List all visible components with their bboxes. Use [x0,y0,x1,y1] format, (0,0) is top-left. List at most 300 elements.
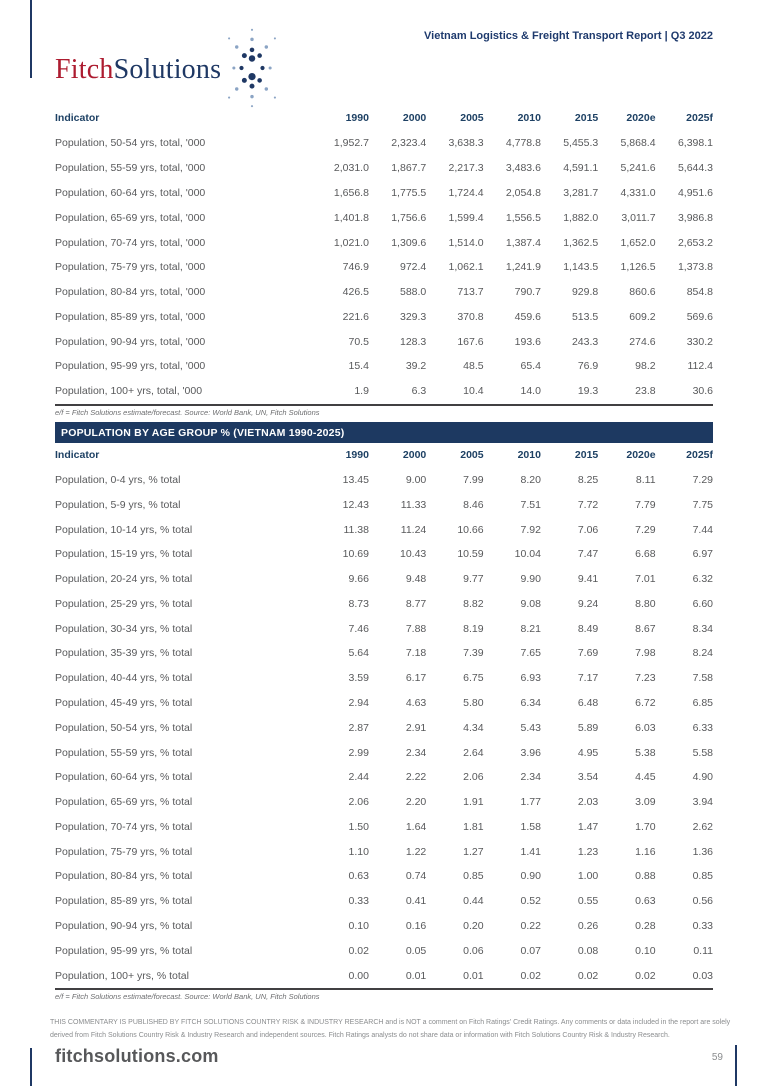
column-header: 1990 [345,448,369,461]
column-header: 2025f [686,448,713,461]
value-cell: 0.74 [405,870,427,883]
value-cell: 1.50 [348,820,369,833]
value-cell: 65.4 [520,360,541,373]
value-cell: 370.8 [457,310,484,323]
column-header: 2005 [460,112,484,124]
value-cell: 6.60 [692,597,713,610]
value-cell: 1,882.0 [563,211,599,224]
value-cell: 8.82 [463,597,484,610]
value-cell: 9.41 [577,573,599,586]
value-cell: 713.7 [457,286,484,299]
value-cell: 5,644.3 [677,162,713,175]
indicator-label: Population, 65-69 yrs, total, '000 [55,211,206,224]
value-cell: 6.68 [635,548,656,561]
value-cell: 70.5 [348,335,369,348]
indicator-label: Population, 70-74 yrs, total, '000 [55,236,206,249]
section-title-bar: POPULATION BY AGE GROUP % (VIETNAM 1990-2025) [55,422,713,443]
logo-wordmark [55,54,221,86]
value-cell: 3,483.6 [505,162,541,175]
value-cell: 1,021.0 [333,236,369,249]
value-cell: 4,591.1 [563,162,599,175]
logo-fitch-text: Fitch [55,53,114,85]
value-cell: 0.02 [520,969,541,982]
value-cell: 2.06 [463,771,484,784]
value-cell: 9.00 [405,473,427,486]
value-cell: 8.19 [463,622,484,635]
value-cell: 2.87 [348,721,369,734]
table-row [55,914,713,939]
value-cell: 4,331.0 [620,186,656,199]
table-row [55,790,713,815]
column-header: 2015 [574,448,599,461]
table-row [55,255,713,280]
value-cell: 9.08 [520,597,541,610]
value-cell: 2.34 [520,771,541,784]
table-row [55,542,713,567]
value-cell: 2,653.2 [677,236,713,249]
value-cell: 0.41 [405,895,427,908]
value-cell: 0.88 [635,870,656,883]
value-cell: 9.77 [463,573,484,586]
value-cell: 7.29 [692,473,713,486]
value-cell: 5,455.3 [563,137,599,150]
table-footnote: e/f = Fitch Solutions estimate/forecast. Source: World Bank, UN, Fitch Solutions [55,992,320,1001]
indicator-label: Population, 75-79 yrs, total, '000 [55,261,206,274]
value-cell: 2.44 [348,771,369,784]
indicator-label: Population, 50-54 yrs, total, '000 [55,137,206,150]
value-cell: 7.39 [463,647,484,660]
column-header: 2020e [626,112,656,124]
value-cell: 7.79 [635,498,656,511]
value-cell: 3,638.3 [448,137,484,150]
value-cell: 0.63 [348,870,369,883]
value-cell: 0.11 [693,944,713,957]
value-cell: 1,126.5 [620,261,656,274]
value-cell: 0.44 [463,895,484,908]
value-cell: 3.54 [577,771,599,784]
table-row [55,592,713,617]
value-cell: 112.4 [687,360,713,373]
value-cell: 7.17 [577,672,599,685]
indicator-label: Population, 5-9 yrs, % total [55,498,181,511]
value-cell: 167.6 [457,335,484,348]
table-row [55,230,713,255]
column-header: Indicator [55,112,100,124]
value-cell: 2,217.3 [448,162,484,175]
value-cell: 1,241.9 [505,261,541,274]
column-header: 2005 [460,448,484,461]
value-cell: 7.72 [577,498,599,511]
table-row [55,815,713,840]
value-cell: 0.00 [348,969,369,982]
value-cell: 0.33 [692,920,713,933]
value-cell: 6.33 [692,721,713,734]
value-cell: 7.06 [577,523,599,536]
value-cell: 10.66 [457,523,484,536]
value-cell: 1,373.8 [677,261,713,274]
value-cell: 8.46 [463,498,484,511]
value-cell: 8.34 [692,622,713,635]
value-cell: 2,323.4 [391,137,427,150]
value-cell: 10.4 [463,385,484,398]
value-cell: 0.05 [405,944,427,957]
starburst-dots-icon [223,26,281,115]
value-cell: 1.81 [463,820,484,833]
indicator-label: Population, 40-44 yrs, % total [55,672,193,685]
table-header-row [55,447,713,468]
value-cell: 8.73 [348,597,369,610]
value-cell: 221.6 [342,310,369,323]
value-cell: 4,951.6 [677,186,713,199]
population-totals-table [55,110,713,406]
bottom-left-edge-rule [30,1048,32,1086]
value-cell: 0.63 [635,895,656,908]
value-cell: 8.24 [692,647,713,660]
table-row [55,304,713,329]
indicator-label: Population, 10-14 yrs, % total [55,523,193,536]
indicator-label: Population, 60-64 yrs, total, '000 [55,186,206,199]
page-content [55,110,713,1005]
value-cell: 1,401.8 [333,211,369,224]
column-header: 2025f [686,112,713,124]
value-cell: 11.38 [343,523,369,536]
value-cell: 1.27 [463,845,484,858]
value-cell: 11.33 [400,498,427,511]
value-cell: 0.08 [577,944,599,957]
page-header [0,0,768,100]
value-cell: 2.22 [405,771,427,784]
value-cell: 7.69 [577,647,599,660]
value-cell: 6.93 [520,672,541,685]
value-cell: 1,362.5 [563,236,599,249]
value-cell: 14.0 [520,385,541,398]
page-footer [0,1016,768,1086]
value-cell: 0.22 [520,920,541,933]
value-cell: 7.44 [692,523,713,536]
value-cell: 193.6 [514,335,541,348]
value-cell: 6.03 [635,721,656,734]
value-cell: 0.20 [463,920,484,933]
value-cell: 23.8 [635,385,656,398]
value-cell: 7.18 [405,647,427,660]
value-cell: 8.11 [635,473,656,486]
value-cell: 3.09 [635,796,656,809]
value-cell: 5,241.6 [620,162,656,175]
value-cell: 0.02 [577,969,599,982]
fitchsolutions-site-link[interactable]: fitchsolutions.com [55,1046,219,1066]
table-row [55,765,713,790]
column-header: 2000 [402,448,427,461]
value-cell: 790.7 [514,286,541,299]
value-cell: 1.91 [463,796,484,809]
value-cell: 329.3 [399,310,427,323]
value-cell: 0.16 [405,920,427,933]
value-cell: 1,652.0 [620,236,656,249]
value-cell: 5.43 [520,721,541,734]
value-cell: 1.16 [635,845,656,858]
value-cell: 0.90 [520,870,541,883]
value-cell: 6.34 [520,697,541,710]
value-cell: 4.34 [463,721,484,734]
table-row [55,839,713,864]
table-row [55,691,713,716]
value-cell: 0.28 [635,920,656,933]
table-row [55,379,713,405]
indicator-label: Population, 95-99 yrs, total, '000 [55,360,206,373]
value-cell: 7.98 [635,647,656,660]
indicator-label: Population, 15-19 yrs, % total [55,548,193,561]
value-cell: 1,062.1 [448,261,484,274]
indicator-label: Population, 95-99 yrs, % total [55,944,193,957]
value-cell: 1.23 [577,845,599,858]
value-cell: 19.3 [577,385,599,398]
value-cell: 1.77 [520,796,541,809]
value-cell: 3,011.7 [621,211,656,224]
value-cell: 1,656.8 [333,186,369,199]
value-cell: 0.85 [463,870,484,883]
column-header: 2010 [517,448,541,461]
value-cell: 459.6 [514,310,541,323]
value-cell: 2.20 [405,796,427,809]
value-cell: 4,778.8 [505,137,541,150]
value-cell: 39.2 [405,360,427,373]
value-cell: 1.70 [635,820,656,833]
value-cell: 6.17 [405,672,427,685]
column-header: 2020e [626,448,656,461]
value-cell: 1.9 [354,385,369,398]
value-cell: 4.63 [405,697,427,710]
value-cell: 3,986.8 [677,211,713,224]
value-cell: 860.6 [629,286,656,299]
value-cell: 7.58 [692,672,713,685]
indicator-label: Population, 55-59 yrs, total, '000 [55,162,206,175]
indicator-label: Population, 90-94 yrs, total, '000 [55,335,206,348]
indicator-label: Population, 20-24 yrs, % total [55,573,193,586]
value-cell: 9.48 [405,573,427,586]
value-cell: 7.51 [520,498,541,511]
value-cell: 9.24 [577,597,599,610]
value-cell: 7.23 [635,672,656,685]
value-cell: 12.43 [342,498,369,511]
value-cell: 6,398.1 [677,137,713,150]
value-cell: 513.5 [571,310,599,323]
value-cell: 7.29 [635,523,656,536]
table-row [55,715,713,740]
value-cell: 7.99 [463,473,484,486]
value-cell: 7.92 [520,523,541,536]
table-row [55,205,713,230]
value-cell: 1,309.6 [391,236,427,249]
value-cell: 4.95 [577,746,599,759]
value-cell: 0.56 [692,895,713,908]
value-cell: 3.96 [520,746,541,759]
value-cell: 3,281.7 [563,186,599,199]
value-cell: 1,143.5 [563,261,599,274]
table-row [55,468,713,493]
table-row [55,492,713,517]
table-header-row [55,110,713,131]
table-row [55,616,713,641]
value-cell: 5.89 [577,721,599,734]
indicator-label: Population, 80-84 yrs, % total [55,870,193,883]
value-cell: 1.58 [520,820,541,833]
indicator-label: Population, 45-49 yrs, % total [55,697,193,710]
value-cell: 9.66 [348,573,369,586]
logo-solutions-text: Solutions [113,53,222,85]
value-cell: 1.36 [692,845,713,858]
table-row [55,329,713,354]
table-row [55,131,713,156]
indicator-label: Population, 100+ yrs, % total [55,969,189,982]
value-cell: 426.5 [342,286,369,299]
value-cell: 11.24 [400,523,427,536]
value-cell: 243.3 [571,335,599,348]
value-cell: 48.5 [463,360,484,373]
value-cell: 5.80 [463,697,484,710]
value-cell: 8.49 [577,622,599,635]
page-number: 59 [711,1052,723,1063]
value-cell: 1,952.7 [333,137,369,150]
value-cell: 746.9 [342,261,369,274]
value-cell: 1.00 [577,870,599,883]
value-cell: 2.06 [348,796,369,809]
indicator-label: Population, 85-89 yrs, total, '000 [55,310,206,323]
value-cell: 6.97 [692,548,713,561]
value-cell: 1,775.5 [391,186,427,199]
value-cell: 274.6 [629,335,656,348]
value-cell: 2,054.8 [505,186,541,199]
value-cell: 8.25 [577,473,599,486]
value-cell: 5,868.4 [620,137,656,150]
value-cell: 2.34 [405,746,427,759]
value-cell: 10.59 [457,548,484,561]
value-cell: 10.69 [342,548,369,561]
value-cell: 9.90 [520,573,541,586]
value-cell: 1,556.5 [505,211,541,224]
value-cell: 30.6 [692,385,713,398]
disclaimer-text: THIS COMMENTARY IS PUBLISHED BY FITCH SOLUTIONS COUNTRY RISK & INDUSTRY RESEARCH and is NOT a comment on Fitch Ratings' Credit Ratings. Any comments or data included in the report are solely derived from Fitch Solutions Country Risk & Industry Research and independent sources. Fitch Ratings analysts do not share data or information with Fitch Solutions Country Risk & Industry Research. [50,1019,731,1039]
value-cell: 929.8 [571,286,599,299]
value-cell: 609.2 [629,310,656,323]
column-header: 1990 [345,112,369,124]
value-cell: 0.01 [463,969,484,982]
value-cell: 1,514.0 [448,236,484,249]
value-cell: 5.64 [348,647,369,660]
value-cell: 0.55 [577,895,599,908]
column-header: Indicator [55,448,100,461]
value-cell: 7.75 [692,498,713,511]
value-cell: 2.99 [348,746,369,759]
value-cell: 128.3 [399,335,427,348]
value-cell: 4.45 [635,771,656,784]
value-cell: 1.41 [520,845,541,858]
table-row [55,864,713,889]
value-cell: 0.06 [463,944,484,957]
value-cell: 8.77 [405,597,427,610]
value-cell: 6.48 [577,697,599,710]
value-cell: 1.64 [405,820,427,833]
value-cell: 10.43 [399,548,427,561]
value-cell: 98.2 [635,360,656,373]
indicator-label: Population, 85-89 yrs, % total [55,895,193,908]
indicator-label: Population, 25-29 yrs, % total [55,597,193,610]
value-cell: 330.2 [686,335,713,348]
value-cell: 3.59 [348,672,369,685]
value-cell: 0.33 [348,895,369,908]
value-cell: 0.01 [405,969,427,982]
value-cell: 1.10 [348,845,369,858]
value-cell: 1,867.7 [391,162,427,175]
indicator-label: Population, 100+ yrs, total, '000 [55,385,203,398]
table-row [55,567,713,592]
table-row [55,156,713,181]
indicator-label: Population, 75-79 yrs, % total [55,845,193,858]
report-title: Vietnam Logistics & Freight Transport Report | Q3 2022 [424,30,713,42]
value-cell: 2.91 [405,721,427,734]
indicator-label: Population, 50-54 yrs, % total [55,721,193,734]
value-cell: 5.58 [692,746,713,759]
table-row [55,517,713,542]
table-row [55,889,713,914]
value-cell: 569.6 [686,310,713,323]
indicator-label: Population, 65-69 yrs, % total [55,796,193,809]
value-cell: 8.20 [520,473,541,486]
value-cell: 1,724.4 [448,186,484,199]
table-row [55,641,713,666]
value-cell: 6.85 [692,697,713,710]
value-cell: 1,756.6 [391,211,427,224]
value-cell: 0.52 [520,895,541,908]
value-cell: 6.3 [411,385,427,398]
value-cell: 15.4 [348,360,369,373]
column-header: 2015 [574,112,599,124]
value-cell: 76.9 [577,360,599,373]
indicator-label: Population, 80-84 yrs, total, '000 [55,286,206,299]
value-cell: 588.0 [399,286,427,299]
value-cell: 7.88 [405,622,427,635]
value-cell: 7.65 [520,647,541,660]
value-cell: 7.46 [348,622,369,635]
value-cell: 0.10 [635,944,656,957]
value-cell: 8.21 [520,622,541,635]
table-row [55,280,713,305]
value-cell: 0.02 [635,969,656,982]
value-cell: 1.22 [405,845,427,858]
column-header: 2000 [402,112,427,124]
value-cell: 6.32 [692,573,713,586]
indicator-label: Population, 70-74 yrs, % total [55,820,193,833]
indicator-label: Population, 55-59 yrs, % total [55,746,193,759]
value-cell: 0.26 [577,920,599,933]
value-cell: 2,031.0 [333,162,369,175]
fitch-solutions-logo [55,24,281,115]
value-cell: 6.72 [635,697,656,710]
value-cell: 13.45 [342,473,369,486]
value-cell: 3.94 [692,796,713,809]
table-row [55,740,713,765]
table-row [55,181,713,206]
indicator-label: Population, 60-64 yrs, % total [55,771,193,784]
value-cell: 5.38 [635,746,656,759]
value-cell: 4.90 [692,771,713,784]
value-cell: 1,599.4 [448,211,484,224]
value-cell: 10.04 [514,548,541,561]
table-row [55,666,713,691]
value-cell: 1,387.4 [505,236,541,249]
population-percent-table [55,447,713,990]
value-cell: 854.8 [686,286,713,299]
value-cell: 8.80 [635,597,656,610]
